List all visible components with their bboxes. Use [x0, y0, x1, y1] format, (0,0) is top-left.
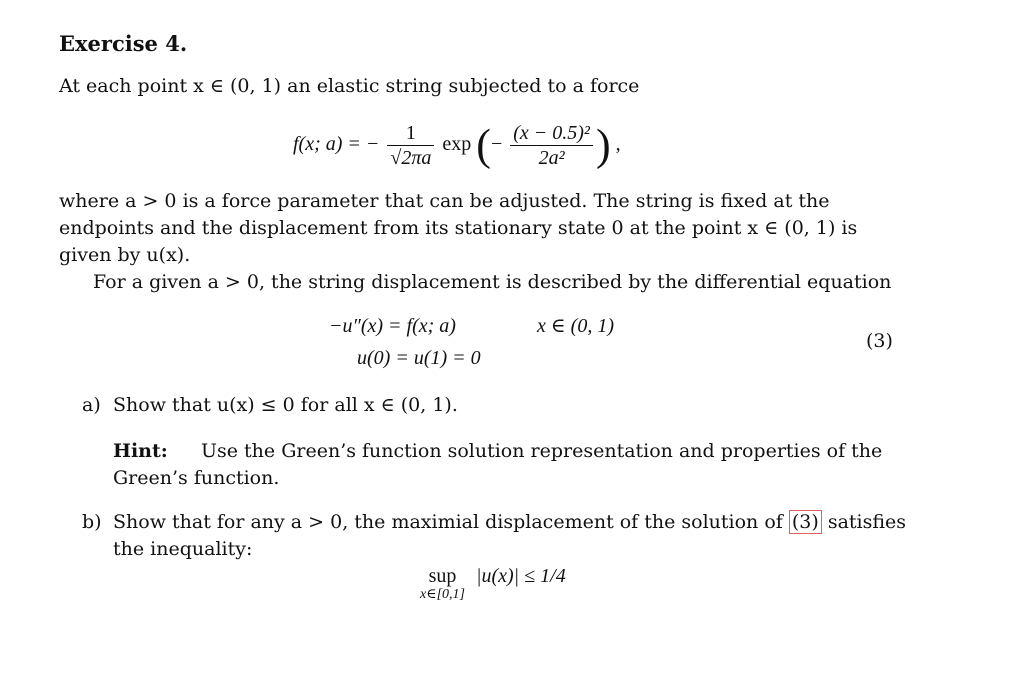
para1-line1: where a > 0 is a force parameter that can be adjusted. The string is fixed at the	[59, 190, 830, 212]
force-equation	[293, 114, 621, 174]
equation-reference-link[interactable]: (3)	[789, 510, 822, 534]
hint-text-line2: Green’s function.	[113, 467, 280, 489]
para2-line: For a given a > 0, the string displacement is described by the differential equation	[93, 271, 892, 293]
system-row2: u(0) = u(1) = 0	[357, 347, 481, 369]
part-b-label: b)	[82, 511, 102, 533]
force-eq-inner-sign: −	[490, 133, 503, 155]
system-row1-lhs: −u″(x) = f(x; a)	[329, 315, 456, 337]
equation-number: (3)	[866, 330, 893, 352]
force-eq-fraction	[387, 122, 434, 169]
hint-text-line1: Use the Green’s function solution representation and properties of the	[201, 440, 883, 462]
force-eq-inner-fraction	[510, 122, 593, 169]
para1-line3: given by u(x).	[59, 244, 191, 266]
part-a-text: Show that u(x) ≤ 0 for all x ∈ (0, 1).	[113, 394, 458, 416]
inequality-rhs: |u(x)| ≤ 1/4	[475, 565, 566, 587]
left-paren: (	[476, 120, 491, 170]
sup-operator	[420, 565, 465, 603]
force-eq-frac-den: √2πa	[390, 146, 432, 169]
para1-line2: endpoints and the displacement from its stationary state 0 at the point x ∈ (0, 1) is	[59, 217, 858, 239]
part-a-label: a)	[82, 394, 101, 416]
part-b-line1	[113, 510, 906, 534]
part-b-text-post: satisfies	[827, 511, 907, 533]
sup-subscript: x∈[0,1]	[420, 587, 465, 602]
right-paren: )	[595, 120, 611, 170]
force-eq-inner-den: 2a²	[538, 146, 565, 169]
equation-reference-number: 3	[799, 511, 812, 533]
force-eq-inner-num: (x − 0.5)²	[510, 122, 593, 146]
sup-word: sup	[428, 565, 457, 587]
force-eq-frac-num: 1	[387, 122, 434, 146]
exercise-heading: Exercise 4.	[59, 31, 188, 56]
intro-line: At each point x ∈ (0, 1) an elastic string subjected to a force	[59, 75, 640, 97]
force-eq-lhs: f(x; a) = −	[293, 133, 380, 155]
force-eq-trail: ,	[615, 133, 621, 155]
inequality	[420, 565, 566, 603]
part-b-line2: the inequality:	[113, 538, 253, 560]
part-b-text-pre: Show that for any a > 0, the maximial displacement of the solution of	[113, 511, 783, 533]
force-eq-exp: exp	[442, 133, 472, 155]
system-row1-cond: x ∈ (0, 1)	[537, 315, 615, 337]
hint-label: Hint:	[113, 440, 168, 462]
